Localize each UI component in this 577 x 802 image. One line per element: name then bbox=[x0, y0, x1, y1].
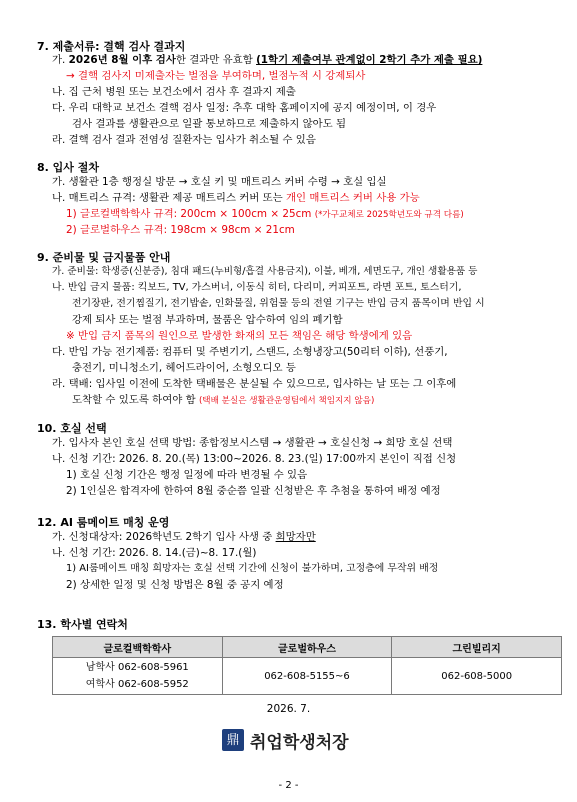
s8-mattress-spec-2: 2) 글로벌하우스 규격: 198cm × 98cm × 21cm bbox=[66, 224, 295, 236]
table-header-green: 그린빌리지 bbox=[392, 637, 562, 658]
s9-item-na-line2: 전기장판, 전기찜질기, 전기밥솥, 인화물질, 위험물 등의 전열 기구는 반입 금지 품목이며 반입 시 bbox=[72, 298, 485, 309]
s8-item-na: 나. 매트리스 규격: 생활관 제공 매트리스 커버 또는 개인 매트리스 커버 사용 가능 bbox=[52, 192, 420, 204]
page-number: - 2 - bbox=[278, 780, 299, 791]
s7-ga-bold: 2026년 8월 이후 검사 bbox=[68, 54, 176, 66]
contact-female-dorm: 여학사 062-608-5952 bbox=[85, 679, 189, 690]
contact-table bbox=[52, 636, 562, 695]
contact-cell-global: 062-608-5155~6 bbox=[222, 658, 392, 695]
s9-item-da-line2: 충전기, 미니청소기, 헤어드라이어, 소형오디오 등 bbox=[72, 362, 296, 374]
section-10-heading: 10. 호실 선택 bbox=[37, 422, 107, 435]
issuer-title: 취업학생처장 bbox=[250, 732, 349, 753]
s9-item-ra-line1: 라. 택배: 입사일 이전에 도착한 택배물은 분실될 수 있으므로, 입사하는 날 또는 그 이후에 bbox=[52, 378, 457, 390]
s9-item-na-line3: 강제 퇴사 또는 벌점 부과하며, 물품은 압수하여 임의 폐기함 bbox=[72, 314, 343, 326]
s12-applicants-only: 희망자만 bbox=[275, 531, 316, 543]
s9-fire-liability-note: ※ 반입 금지 품목의 원인으로 발생한 화재의 모든 책임은 해당 학생에게 있음 bbox=[66, 330, 413, 342]
s12-item-1: 1) AI룸메이트 매칭 희망자는 호실 선택 기간에 신청이 불가하며, 고정층에 무작위 배정 bbox=[66, 563, 439, 574]
s10-item-2: 2) 1인실은 합격자에 한하여 8월 중순쯤 일괄 신청받은 후 추첨을 통하여 배정 예정 bbox=[66, 485, 441, 497]
s9-item-na-line1: 나. 반입 금지 물품: 킥보드, TV, 가스버너, 이동식 히터, 다리미, 커피포트, 라면 포트, 토스터기, bbox=[52, 282, 462, 293]
s12-item-na: 나. 신청 기간: 2026. 8. 14.(금)~8. 17.(월) bbox=[52, 547, 257, 559]
section-12-heading: 12. AI 룸메이트 매칭 운영 bbox=[37, 516, 170, 529]
s9-parcel-note: (택배 분실은 생활관운영팀에서 책임지지 않음) bbox=[198, 396, 375, 406]
document-date: 2026. 7. bbox=[266, 703, 311, 715]
table-row bbox=[53, 658, 562, 695]
section-9-heading: 9. 준비물 및 금지물품 안내 bbox=[37, 251, 171, 264]
s7-item-ga: 가. 2026년 8월 이후 검사한 결과만 유효함 (1학기 제출여부 관계없이 2학기 추가 제출 필요) bbox=[52, 54, 483, 66]
signature-block bbox=[222, 727, 349, 753]
s10-item-ga: 가. 입사자 본인 호실 선택 방법: 종합정보시스템 → 생활관 → 호실신청 → 희망 호실 선택 bbox=[52, 437, 453, 449]
s7-item-da-line1: 다. 우리 대학교 보건소 결핵 검사 일정: 추후 대학 홈페이지에 공지 예정이며, 이 경우 bbox=[52, 102, 437, 114]
s8-mattress-spec-1: 1) 글로컬백학학사 규격: 200cm × 100cm × 25cm (*가구교체로 2025학년도와 규격 다름) bbox=[66, 208, 464, 220]
s9-item-ga: 가. 준비물: 학생증(신분증), 침대 패드(누비형/흡결 사용금지), 이불, 베개, 세면도구, 개인 생활용품 등 bbox=[52, 266, 478, 277]
s7-penalty-note: → 결핵 검사지 미제출자는 벌점을 부여하며, 벌점누적 시 강제퇴사 bbox=[66, 70, 366, 82]
s7-ga-underline: (1학기 제출여부 관계없이 2학기 추가 제출 필요) bbox=[256, 54, 483, 66]
table-header-glocal: 글로컬백학학사 bbox=[53, 637, 223, 658]
s9-item-da-line1: 다. 반입 가능 전기제품: 컴퓨터 및 주변기기, 스탠드, 소형냉장고(50리터 이하), 선풍기, bbox=[52, 346, 448, 358]
s7-item-ra: 라. 결핵 검사 결과 전염성 질환자는 입사가 취소될 수 있음 bbox=[52, 134, 316, 146]
section-7-heading: 7. 제출서류: 결핵 검사 결과지 bbox=[37, 40, 186, 53]
s10-item-na: 나. 신청 기간: 2026. 8. 20.(목) 13:00~2026. 8. 23.(일) 17:00까지 본인이 직접 신청 bbox=[52, 453, 457, 465]
s9-item-ra-line2: 도착할 수 있도록 하여야 함 (택배 분실은 생활관운영팀에서 책임지지 않음) bbox=[72, 394, 375, 406]
s12-item-2: 2) 상세한 일정 및 신청 방법은 8월 중 공지 예정 bbox=[66, 579, 284, 591]
section-13-heading: 13. 학사별 연락처 bbox=[37, 618, 128, 631]
s7-item-da-line2: 검사 결과를 생활관으로 일괄 통보하므로 제출하지 않아도 됨 bbox=[72, 118, 347, 130]
contact-male-dorm: 남학사 062-608-5961 bbox=[85, 662, 189, 673]
contact-cell-green: 062-608-5000 bbox=[392, 658, 562, 695]
table-header-row bbox=[53, 637, 562, 658]
contact-cell-glocal bbox=[53, 658, 223, 695]
section-8-heading: 8. 입사 절차 bbox=[37, 161, 99, 174]
table-header-global: 글로벌하우스 bbox=[222, 637, 392, 658]
s12-item-ga: 가. 신청대상자: 2026학년도 2학기 입사 사생 중 희망자만 bbox=[52, 531, 316, 543]
s10-item-1: 1) 호실 신청 기간은 행정 일정에 따라 변경될 수 있음 bbox=[66, 469, 308, 481]
university-emblem-icon: 鼎 bbox=[222, 729, 244, 751]
s8-item-ga: 가. 생활관 1층 행정실 방문 → 호실 키 및 매트리스 커버 수령 → 호실 입실 bbox=[52, 176, 387, 188]
s8-personal-cover-note: 개인 매트리스 커버 사용 가능 bbox=[285, 192, 420, 204]
s7-item-na: 나. 집 근처 병원 또는 보건소에서 검사 후 결과지 제출 bbox=[52, 86, 296, 98]
